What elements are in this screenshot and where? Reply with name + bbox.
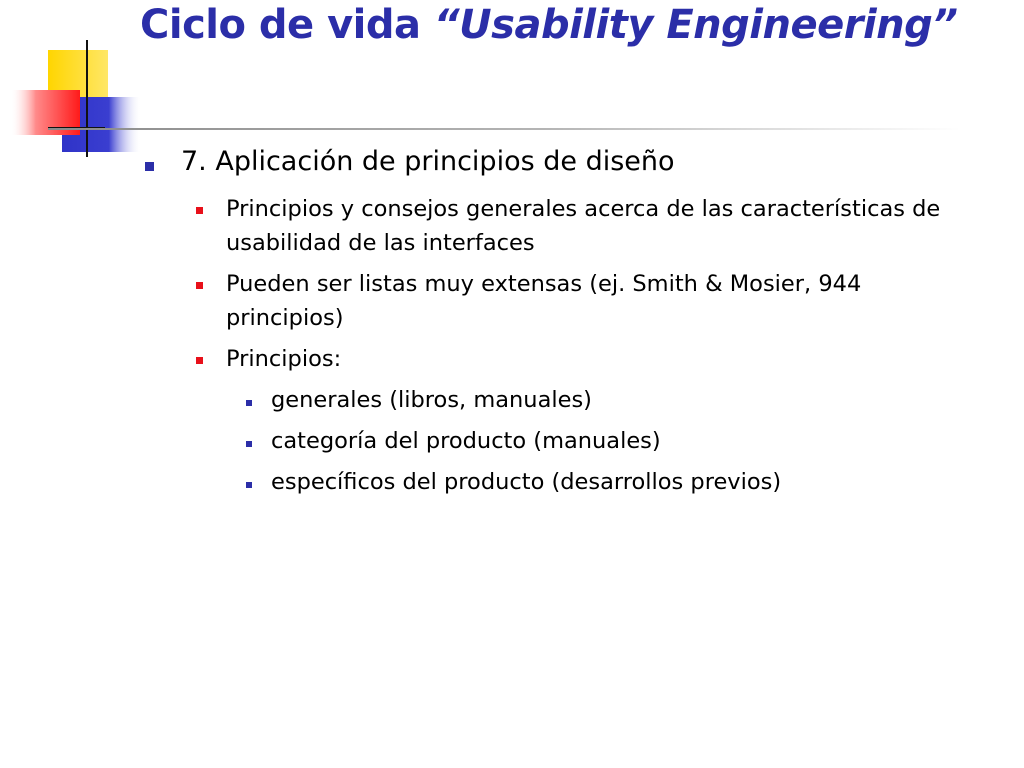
bullet-text: Pueden ser listas muy extensas (ej. Smith & Mosier, 944 principios) xyxy=(226,271,862,331)
slide-title xyxy=(140,2,1000,48)
bullet-text: específicos del producto (desarrollos previos) xyxy=(271,469,782,495)
bullet-text: Principios: xyxy=(226,346,342,372)
title-divider xyxy=(48,128,960,130)
decorative-squares-logo xyxy=(0,0,140,170)
red-square-bullet-icon xyxy=(196,357,203,364)
bullet-text: generales (libros, manuales) xyxy=(271,387,592,413)
red-square-bullet-icon xyxy=(196,207,203,214)
slide-title-plain: Ciclo de vida xyxy=(140,2,434,48)
slide-title-italic: “Usability Engineering” xyxy=(433,2,958,48)
blue-square-bullet-icon xyxy=(246,400,252,406)
bullet-text: categoría del producto (manuales) xyxy=(271,428,661,454)
blue-square-bullet-icon xyxy=(246,482,252,488)
bullet-text: 7. Aplicación de principios de diseño xyxy=(181,146,675,177)
blue-square-bullet-icon xyxy=(246,441,252,447)
red-square-bullet-icon xyxy=(196,282,203,289)
blue-square-bullet-icon xyxy=(145,162,154,171)
bullet-text: Principios y consejos generales acerca de las características de usabilidad de las interfaces xyxy=(226,196,941,256)
